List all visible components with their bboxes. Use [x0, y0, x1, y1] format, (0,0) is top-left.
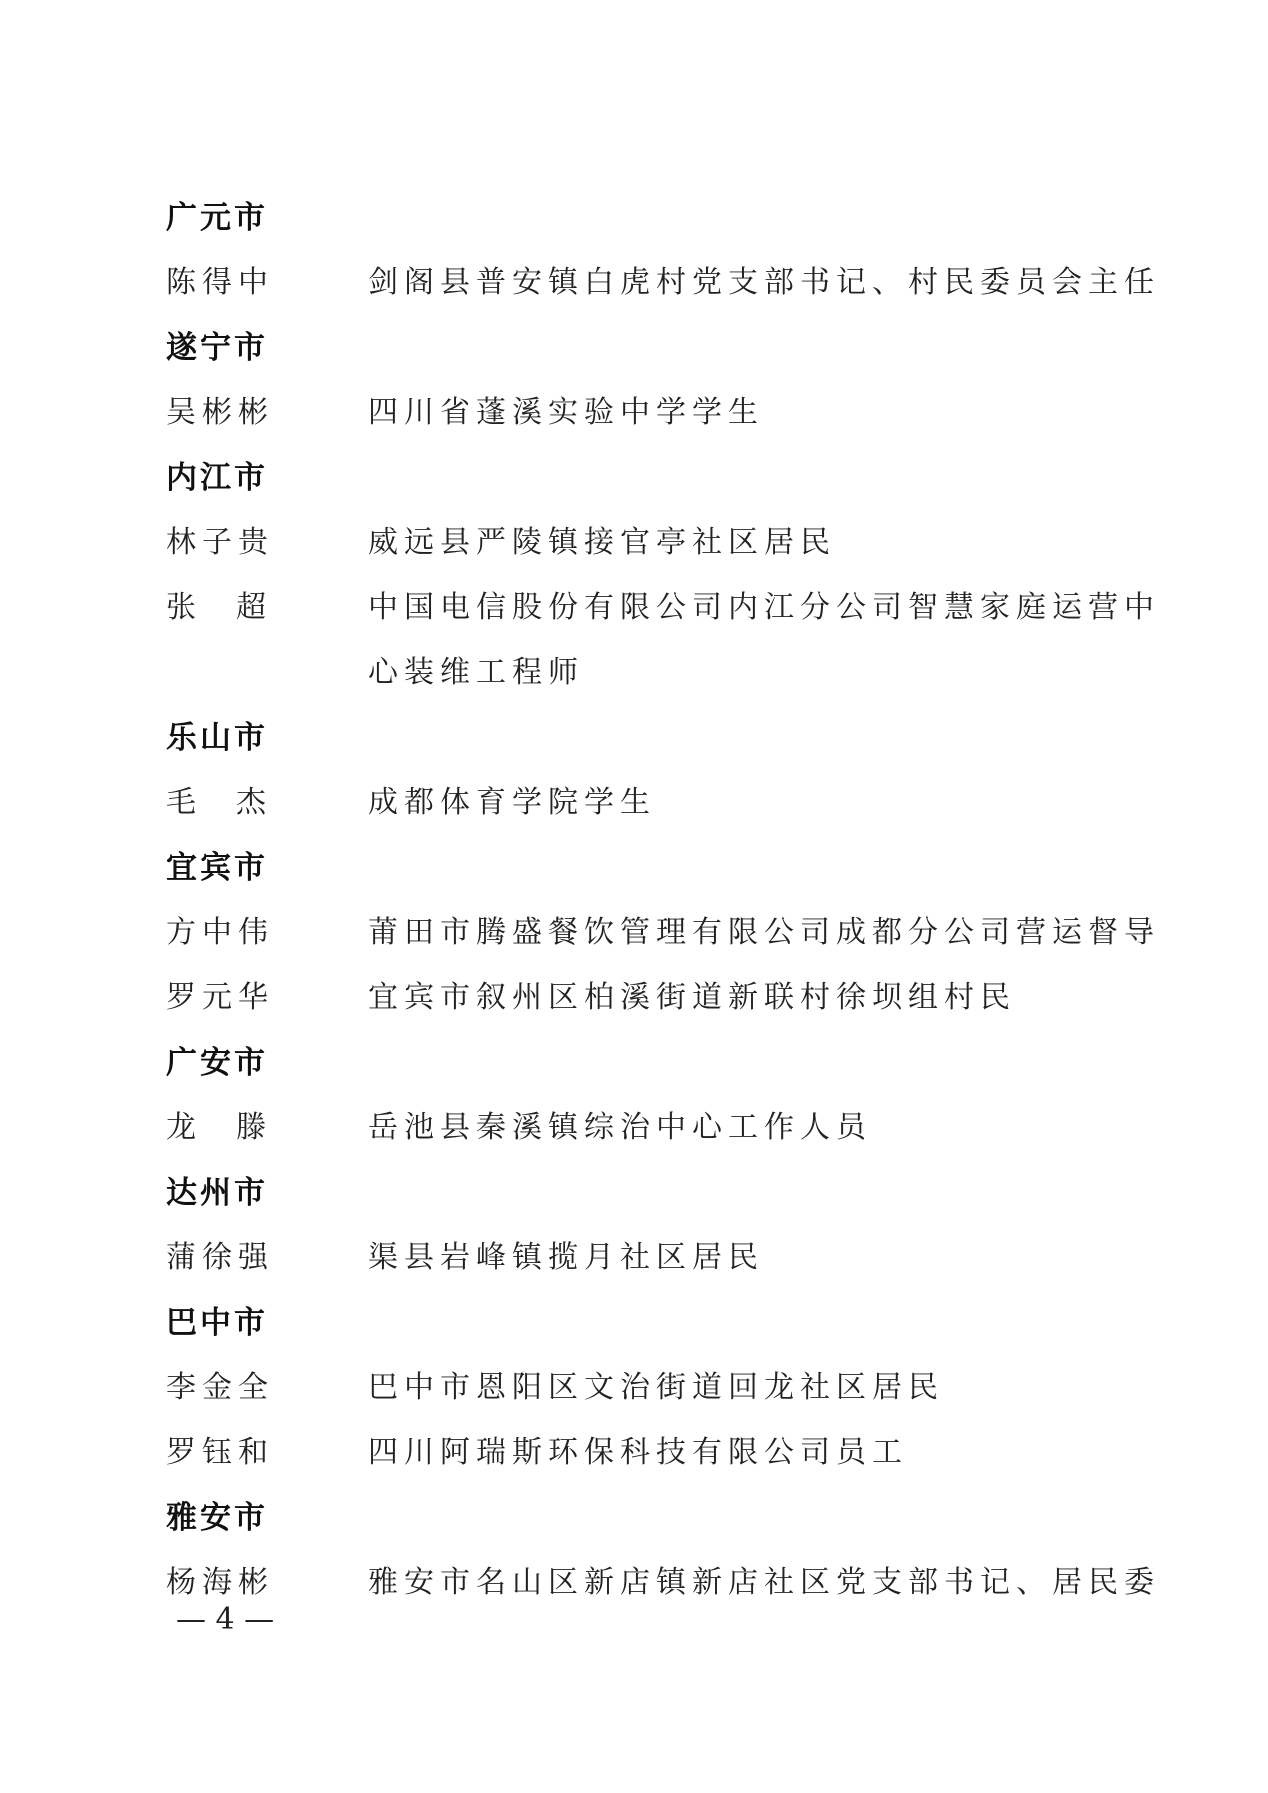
- person-description: 剑阁县普安镇白虎村党支部书记、村民委员会主任: [368, 265, 1160, 300]
- person-name: 陈得中: [166, 265, 274, 300]
- city-heading-guangan: [0, 1031, 1268, 1095]
- entry-row: [0, 1421, 1268, 1485]
- person-description: 莆田市腾盛餐饮管理有限公司成都分公司营运督导: [368, 915, 1160, 950]
- city-heading-dazhou: [0, 1161, 1268, 1225]
- person-description-continued: 心装维工程师: [368, 655, 584, 690]
- entry-row: [0, 1096, 1268, 1160]
- city-name: 广元市: [166, 200, 268, 236]
- entry-row: [0, 381, 1268, 445]
- city-heading-guangyuan: [0, 186, 1268, 250]
- person-description: 渠县岩峰镇揽月社区居民: [368, 1240, 764, 1275]
- person-name: 林子贵: [166, 525, 274, 560]
- entry-row: [0, 251, 1268, 315]
- person-name: 杨海彬: [166, 1565, 274, 1600]
- person-description: 岳池县秦溪镇综治中心工作人员: [368, 1110, 872, 1145]
- city-name: 达州市: [166, 1175, 268, 1211]
- person-name: 张超: [166, 590, 306, 625]
- person-description: 中国电信股份有限公司内江分公司智慧家庭运营中: [368, 590, 1160, 625]
- person-name: 罗钰和: [166, 1435, 274, 1470]
- person-description: 宜宾市叙州区柏溪街道新联村徐坝组村民: [368, 980, 1016, 1015]
- city-name: 巴中市: [166, 1305, 268, 1341]
- person-name: 吴彬彬: [166, 395, 274, 430]
- person-name: 罗元华: [166, 980, 274, 1015]
- person-description: 雅安市名山区新店镇新店社区党支部书记、居民委: [368, 1565, 1160, 1600]
- city-name: 雅安市: [166, 1500, 268, 1536]
- person-description: 四川省蓬溪实验中学学生: [368, 395, 764, 430]
- person-description: 成都体育学院学生: [368, 785, 656, 820]
- entry-row: [0, 901, 1268, 965]
- city-heading-bazhong: [0, 1291, 1268, 1355]
- person-description: 四川阿瑞斯环保科技有限公司员工: [368, 1435, 908, 1470]
- city-name: 乐山市: [166, 720, 268, 756]
- city-heading-yibin: [0, 836, 1268, 900]
- entry-row: [0, 1356, 1268, 1420]
- entry-row: [0, 576, 1268, 640]
- person-name: 蒲徐强: [166, 1240, 274, 1275]
- entry-row: [0, 966, 1268, 1030]
- city-heading-suining: [0, 316, 1268, 380]
- entry-row: [0, 771, 1268, 835]
- city-name: 宜宾市: [166, 850, 268, 886]
- person-name: 方中伟: [166, 915, 274, 950]
- page-number: — 4 —: [176, 1602, 275, 1637]
- city-name: 广安市: [166, 1045, 268, 1081]
- person-name: 龙滕: [166, 1110, 306, 1145]
- entry-continuation: [0, 641, 1268, 705]
- city-heading-leshan: [0, 706, 1268, 770]
- city-heading-neijiang: [0, 446, 1268, 510]
- person-name: 李金全: [166, 1370, 274, 1405]
- person-name: 毛杰: [166, 785, 306, 820]
- person-description: 威远县严陵镇接官亭社区居民: [368, 525, 836, 560]
- entry-row: [0, 1226, 1268, 1290]
- person-description: 巴中市恩阳区文治街道回龙社区居民: [368, 1370, 944, 1405]
- city-name: 内江市: [166, 460, 268, 496]
- city-heading-yaan: [0, 1486, 1268, 1550]
- city-name: 遂宁市: [166, 330, 268, 366]
- entry-row: [0, 511, 1268, 575]
